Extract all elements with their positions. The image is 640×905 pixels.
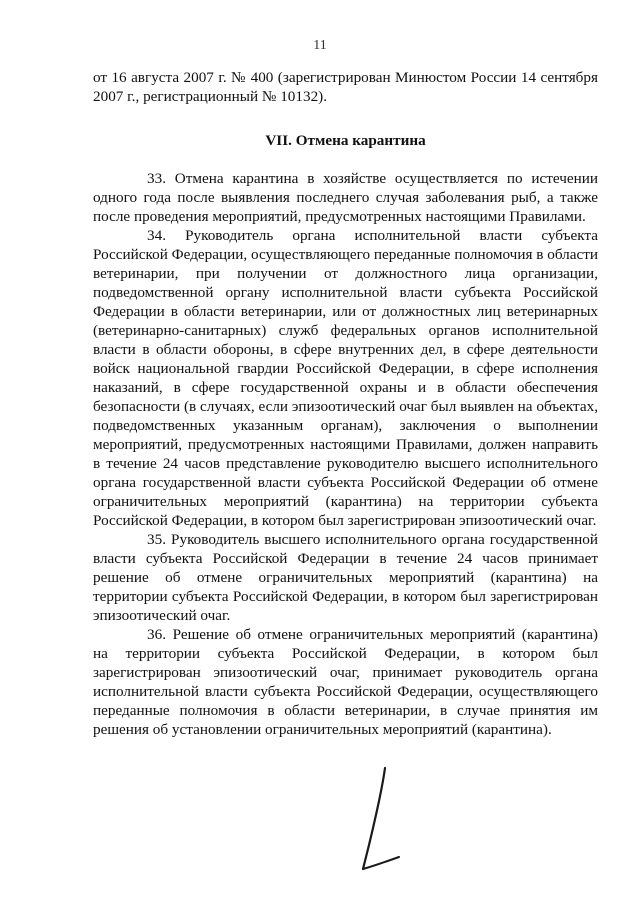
- paragraph-35: 35. Руководитель высшего исполнительного органа государственной власти субъекта Российской Федерации в течение 24 часов принимает решение об отмене ограничительных мероприятий (карантина) на территории субъекта Российской Федерации, в котором был зарегистрирован эпизоотический очаг.: [93, 531, 598, 624]
- intro-paragraph: от 16 августа 2007 г. № 400 (зарегистрирован Минюстом России 14 сентября 2007 г., регистрационный № 10132).: [93, 69, 598, 105]
- paragraph-36: 36. Решение об отмене ограничительных мероприятий (карантина) на территории субъекта Российской Федерации, в котором был зарегистрирован эпизоотический очаг, принимает руководитель органа исполнительной власти субъекта Российской Федерации, осуществляющего переданные полномочия в области ветеринарии, в случае принятия им решения об установлении ограничительных мероприятий (карантина).: [93, 626, 598, 738]
- document-body: [93, 68, 598, 739]
- page-number: 11: [313, 38, 327, 53]
- paragraph-33: 33. Отмена карантина в хозяйстве осуществляется по истечении одного года после выявления последнего случая заболевания рыб, а также после проведения мероприятий, предусмотренных настоящими Правилами.: [93, 170, 598, 225]
- handwritten-signature: [355, 765, 415, 875]
- section-heading: VII. Отмена карантина: [265, 132, 426, 149]
- paragraph-34: 34. Руководитель органа исполнительной власти субъекта Российской Федерации, осуществляющего переданные полномочия в области ветеринарии, при получении от должностного лица организации, подведомственной органу исполнительной власти субъекта Российской Федерации в области ветеринарии, или от должностных лиц ветеринарных (ветеринарно-санитарных) служб федеральных органов исполнительной власти в области обороны, в сфере внутренних дел, в сфере деятельности войск национальной гвардии Российской Федерации, в сфере исполнения наказаний, в сфере государственной охраны и в области обеспечения безопасности (в случаях, если эпизоотический очаг был выявлен на объектах, подведомственных указанным органам), заключения о выполнении мероприятий, предусмотренных настоящими Правилами, должен направить в течение 24 часов представление руководителю высшего исполнительного органа государственной власти субъекта Российской Федерации об отмене ограничительных мероприятий (карантина) на территории субъекта Российской Федерации, в котором был зарегистрирован эпизоотический очаг.: [93, 227, 599, 529]
